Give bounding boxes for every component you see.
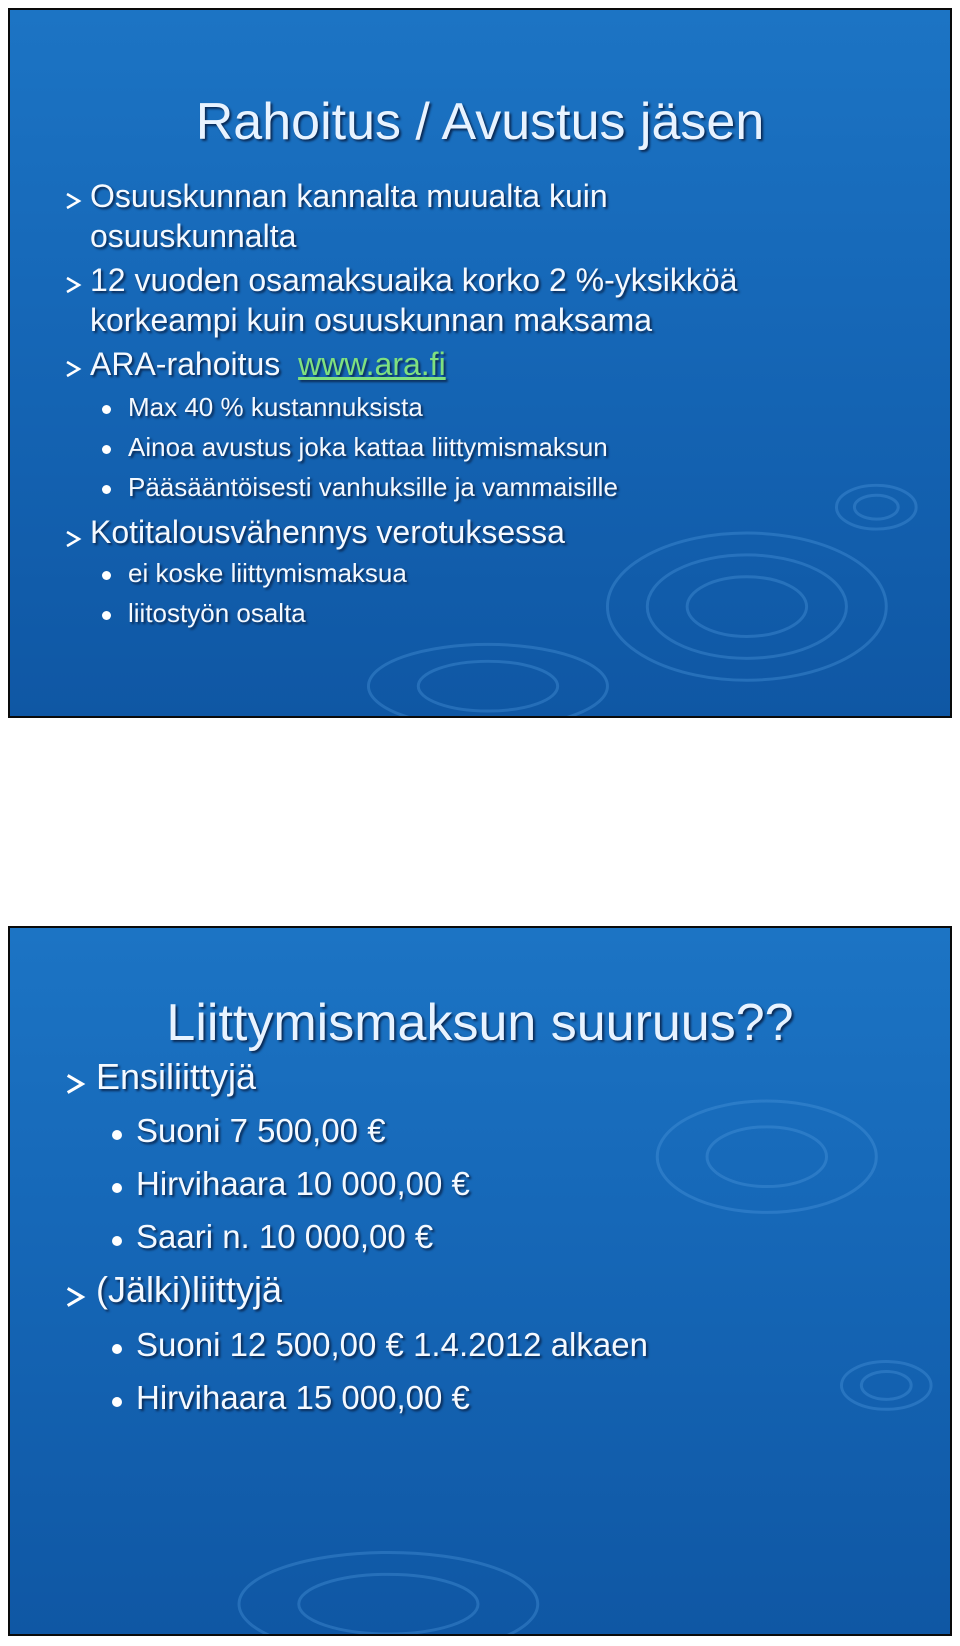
- bullet-text: Kotitalousvähennys verotuksessa: [90, 514, 565, 550]
- dot-bullet-icon: [112, 1397, 122, 1407]
- arrow-bullet-icon: [64, 530, 82, 553]
- dot-bullet-icon: [102, 571, 111, 580]
- bullet-text: 12 vuoden osamaksuaika korko 2 %-yksikköä: [90, 262, 738, 298]
- sub-bullet-text: liitostyön osalta: [128, 598, 306, 628]
- ara-link[interactable]: www.ara.fi: [298, 346, 446, 382]
- dot-bullet-icon: [112, 1344, 122, 1354]
- sub-bullet-text: Suoni 12 500,00 € 1.4.2012 alkaen: [136, 1326, 648, 1363]
- dot-bullet-icon: [102, 445, 111, 454]
- bullet-text: (Jälki)liittyjä: [96, 1269, 283, 1310]
- sub-bullet-text: Pääsääntöisesti vanhuksille ja vammaisille: [128, 472, 618, 502]
- bullet-text: [90, 346, 446, 383]
- sub-bullet-text: Hirvihaara 15 000,00 €: [136, 1379, 470, 1416]
- arrow-bullet-icon: [64, 1073, 86, 1100]
- slide-liittymismaksu: [8, 926, 952, 1636]
- sub-bullet-text: Hirvihaara 10 000,00 €: [136, 1165, 470, 1202]
- sub-bullet-text: Suoni 7 500,00 €: [136, 1112, 386, 1149]
- dot-bullet-icon: [112, 1236, 122, 1246]
- bullet-text: Osuuskunnan kannalta muualta kuin: [90, 178, 608, 214]
- ara-label: ARA-rahoitus: [90, 346, 281, 382]
- dot-bullet-icon: [112, 1130, 122, 1140]
- slide-title: Rahoitus / Avustus jäsen: [195, 93, 765, 151]
- slide-title: Liittymismaksun suuruus??: [166, 994, 794, 1052]
- dot-bullet-icon: [102, 611, 111, 620]
- dot-bullet-icon: [102, 405, 111, 414]
- sub-bullet-text: Ainoa avustus joka kattaa liittymismaksun: [128, 432, 608, 462]
- slide-rahoitus: [8, 8, 952, 718]
- dot-bullet-icon: [102, 485, 111, 494]
- arrow-bullet-icon: [64, 276, 82, 299]
- arrow-bullet-icon: [64, 360, 82, 383]
- arrow-bullet-icon: [64, 1286, 86, 1313]
- arrow-bullet-icon: [64, 192, 82, 215]
- bullet-text: korkeampi kuin osuuskunnan maksama: [90, 302, 653, 338]
- dot-bullet-icon: [112, 1183, 122, 1193]
- bullet-text: osuuskunnalta: [90, 218, 297, 254]
- bullet-text: Ensiliittyjä: [96, 1056, 257, 1097]
- sub-bullet-text: ei koske liittymismaksua: [128, 558, 407, 588]
- sub-bullet-text: Saari n. 10 000,00 €: [136, 1218, 434, 1255]
- sub-bullet-text: Max 40 % kustannuksista: [128, 392, 423, 422]
